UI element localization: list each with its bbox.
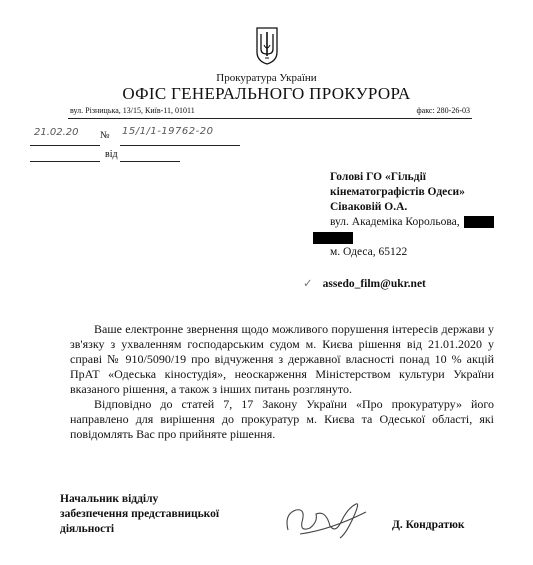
recipient-line1: Голові ГО «Гільдії [330, 171, 426, 183]
signatory-title-line2: забезпечення представницької [60, 508, 220, 520]
signatory-title [60, 492, 260, 537]
registration-date: 21.02.20 [34, 127, 79, 138]
ref-underline [30, 161, 100, 162]
signatory-name: Д. Кондратюк [392, 519, 465, 531]
body-paragraph-2: Відповідно до статей 7, 17 Закону України «Про прокуратуру» його направлено для вирішення до прокуратур м. Києва та Одеської області, які повідомлять Вас про прийняте рішення. [70, 397, 494, 441]
org-subtitle: Прокуратура України [216, 72, 317, 84]
header-rule [68, 118, 472, 119]
recipient-street-row [330, 215, 530, 230]
number-underline [120, 145, 240, 146]
org-address: вул. Різницька, 13/15, Київ-11, 01011 [70, 106, 195, 115]
body-paragraph-1: Ваше електронне звернення щодо можливого порушення інтересів держави у зв'язку з ухваленням господарським судом м. Києва рішення від 21.01.2020 у справі № 910/5090/19 про відчуження з державної власності понад 10 % акцій ПрАТ «Одеська кіностудія», неоскарження Міністерством культури України вказаного рішення, а також з інших питань розглянуто. [70, 322, 494, 396]
org-fax: факс: 280-26-03 [416, 106, 470, 115]
recipient-block [330, 170, 530, 260]
org-title: ОФІС ГЕНЕРАЛЬНОГО ПРОКУРОРА [122, 84, 411, 103]
recipient-street: вул. Академіка Корольова, [330, 216, 460, 228]
registration-number-label: № [100, 130, 110, 141]
recipient-email-row [303, 276, 426, 290]
letter-body [70, 322, 494, 442]
handwritten-signature [280, 500, 370, 542]
registration-number: 15/1/1-19762-20 [122, 126, 214, 137]
date-underline [30, 145, 100, 146]
redaction-bar [464, 216, 494, 228]
recipient-blank-line [330, 230, 530, 245]
recipient-email: assedo_film@ukr.net [322, 278, 426, 290]
signatory-title-line1: Начальник відділу [60, 493, 159, 505]
checkmark-icon: ✓ [303, 276, 313, 290]
recipient-city: м. Одеса, 65122 [330, 246, 408, 258]
recipient-name: Сіваковій О.А. [330, 201, 408, 213]
recipient-line2: кінематографістів Одеси» [330, 186, 465, 198]
redaction-bar [313, 232, 353, 244]
from-underline [120, 161, 180, 162]
from-label: від [105, 149, 118, 160]
registration-block [30, 123, 230, 163]
trident-icon [254, 25, 280, 65]
signatory-title-line3: діяльності [60, 523, 115, 535]
